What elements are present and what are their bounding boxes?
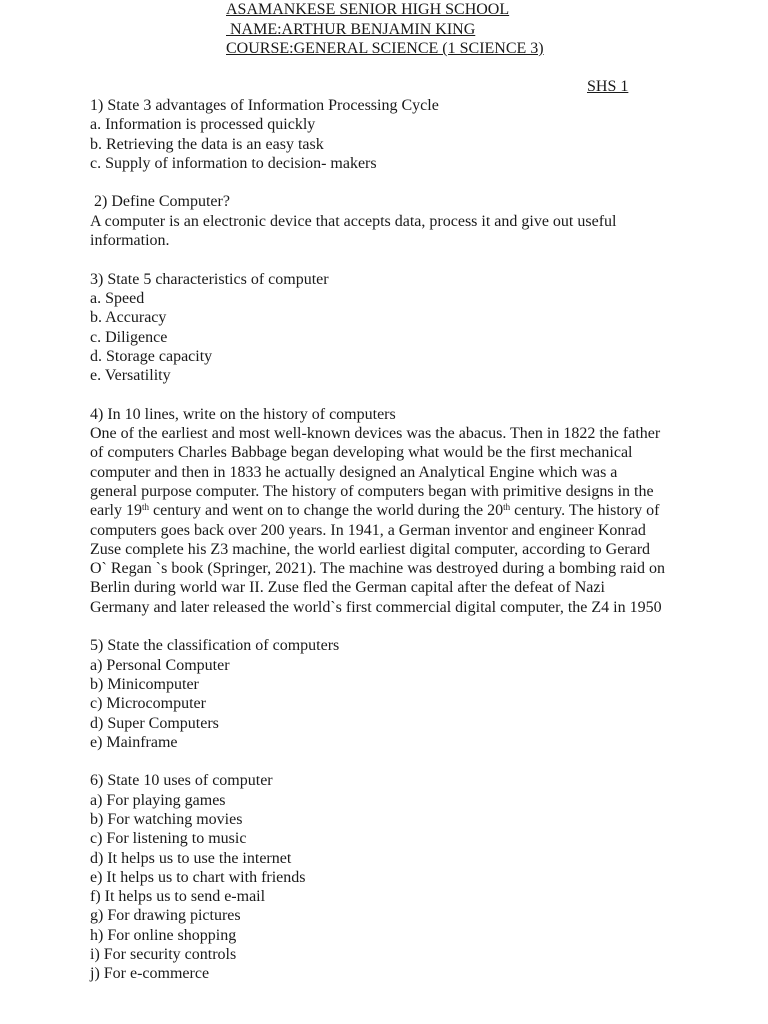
history-line-3: computer and then in 1833 he actually designed an Analytical Engine which was a bbox=[90, 463, 618, 481]
q1-answer-c: c. Supply of information to decision- makers bbox=[90, 154, 377, 172]
history-line-8: O` Regan `s book (Springer, 2021). The machine was destroyed during a bombing raid on bbox=[90, 560, 665, 578]
q6-answer-a: a) For playing games bbox=[90, 791, 226, 809]
q6-answer-d: d) It helps us to use the internet bbox=[90, 849, 292, 867]
q5-answer-d: d) Super Computers bbox=[90, 714, 219, 732]
q3-answer-a: a. Speed bbox=[90, 289, 145, 307]
q3-answer-e: e. Versatility bbox=[90, 367, 171, 385]
q1-answer-b: b. Retrieving the data is an easy task bbox=[90, 135, 324, 153]
history-line-4: general purpose computer. The history of computers began with primitive designs in the bbox=[90, 482, 654, 500]
question-2: 2) Define Computer? bbox=[90, 193, 230, 211]
history-line-7: Zuse complete his Z3 machine, the world earliest digital computer, according to Gerard bbox=[90, 540, 651, 558]
history-line-5 bbox=[90, 501, 690, 520]
question-4: 4) In 10 lines, write on the history of computers bbox=[90, 405, 396, 423]
q6-answer-f: f) It helps us to send e-mail bbox=[90, 888, 266, 906]
course-name: COURSE:GENERAL SCIENCE (1 SCIENCE 3) bbox=[226, 40, 544, 57]
q6-answer-b: b) For watching movies bbox=[90, 810, 243, 828]
student-name: NAME:ARTHUR BENJAMIN KING bbox=[226, 20, 476, 38]
q5-answer-c: c) Microcomputer bbox=[90, 695, 206, 713]
history-line-2: of computers Charles Babbage began developing what would be the first mechanical bbox=[90, 444, 633, 462]
question-3: 3) State 5 characteristics of computer bbox=[90, 270, 329, 288]
q3-answer-c: c. Diligence bbox=[90, 328, 168, 346]
class-label: SHS 1 bbox=[587, 78, 629, 95]
question-1: 1) State 3 advantages of Information Processing Cycle bbox=[90, 97, 439, 114]
history-line-5-part-1: early 19 bbox=[90, 502, 142, 520]
q1-answer-a: a. Information is processed quickly bbox=[90, 116, 316, 134]
q3-answer-d: d. Storage capacity bbox=[90, 347, 213, 365]
document-body bbox=[90, 96, 690, 984]
history-line-9: Berlin during world war II. Zuse fled the German capital after the defeat of Nazi bbox=[90, 579, 605, 597]
history-line-6: computers goes back over 200 years. In 1941, a German inventor and engineer Konrad bbox=[90, 521, 646, 539]
q5-answer-b: b) Minicomputer bbox=[90, 675, 199, 693]
q3-answer-b: b. Accuracy bbox=[90, 309, 167, 327]
q6-answer-j: j) For e-commerce bbox=[90, 965, 210, 983]
question-5: 5) State the classification of computers bbox=[90, 637, 340, 655]
q2-answer: A computer is an electronic device that accepts data, process it and give out useful information. bbox=[90, 212, 617, 250]
q6-answer-h: h) For online shopping bbox=[90, 926, 237, 944]
q6-answer-i: i) For security controls bbox=[90, 946, 237, 964]
document-header bbox=[226, 0, 544, 59]
question-6: 6) State 10 uses of computer bbox=[90, 772, 273, 790]
q6-answer-c: c) For listening to music bbox=[90, 830, 247, 848]
q6-answer-g: g) For drawing pictures bbox=[90, 907, 241, 925]
history-line-1: One of the earliest and most well-known devices was the abacus. Then in 1822 the father bbox=[90, 425, 661, 443]
superscript-th: th bbox=[141, 502, 149, 513]
history-line-10: Germany and later released the world`s first commercial digital computer, the Z4 in 1950 bbox=[90, 598, 662, 616]
superscript-th: th bbox=[503, 502, 511, 513]
q5-answer-e: e) Mainframe bbox=[90, 733, 178, 751]
school-name: ASAMANKESE SENIOR HIGH SCHOOL bbox=[226, 1, 510, 18]
q5-answer-a: a) Personal Computer bbox=[90, 656, 230, 674]
q6-answer-e: e) It helps us to chart with friends bbox=[90, 868, 306, 886]
history-line-5-part-3: century. The history of bbox=[510, 502, 660, 520]
history-line-5-part-2: century and went on to change the world during the 20 bbox=[149, 502, 504, 520]
